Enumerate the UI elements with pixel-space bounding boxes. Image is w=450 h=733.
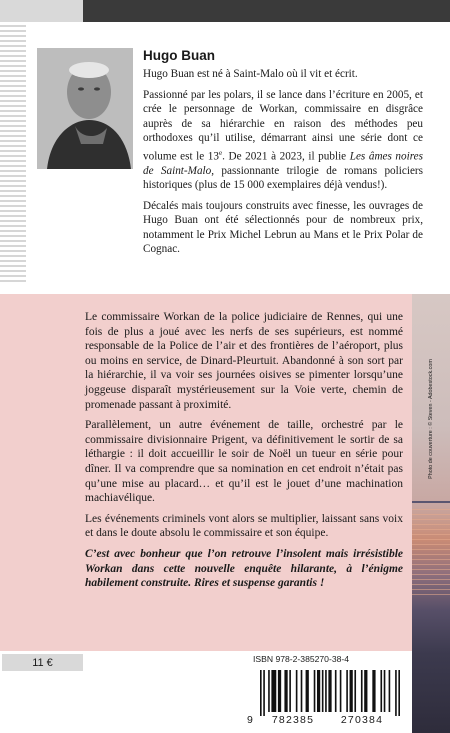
barcode-bars-icon	[260, 670, 400, 716]
water-reflection	[412, 509, 450, 599]
photo-credit: Photo de couverture : © Steven - Adobestock.com	[428, 359, 435, 479]
author-bio	[143, 67, 423, 263]
summary-tagline: C’est avec bonheur que l’on retrouve l’insolent mais irrésistible Workan dans cette nouvelle enquête hilarante, à l’énigme habilement construite. Rires et suspense garantis !	[85, 547, 403, 590]
author-portrait-icon	[37, 48, 133, 169]
bio-paragraph: Décalés mais toujours construits avec finesse, les ouvrages de Hugo Buan ont été sélectionnés pour de nombreux prix, notamment le Prix Michel Lebrun au Mans et le Prix Polar de Cognac.	[143, 199, 423, 256]
bio-paragraph: Hugo Buan est né à Saint-Malo où il vit et écrit.	[143, 68, 358, 80]
decorative-stripes	[0, 22, 26, 284]
summary-paragraph: Le commissaire Workan de la police judiciaire de Rennes, qui une fois de plus a joué avec les nerfs de ses supérieurs, est nommé responsable de la Police de l’air et des frontières de l’aéroport, plus ou moins en service, de Dinard-Pleurtuit. Abandonné à son sort par la hiérarchie, il va voir ses journées oisives se pimenter lorsqu’une joggeuse disparaît mystérieusement sur la Voie verte, chemin de promenade passant à proximité.	[85, 311, 403, 411]
summary-paragraph: Parallèlement, un autre événement de taille, orchestré par le commissaire divisionnaire Prigent, va définitivement le sortir de sa léthargie : il doit accueillir le soir de Noël un tueur en série pour dîner. Il va comprendre que sa nomination en cet endroit n’était pas qu’une mise au placard… et qu’il est le jouet d’une machination machiavélique.	[85, 419, 403, 505]
bio-paragraph: Passionné par les polars, il se lance dans l’écriture en 2005, et crée le personnage de Workan, commissaire en disgrâce auprès de sa hiérarchie en raison des méthodes peu orthodoxes qu’il utilise, démarrant ainsi une série dont ce volume est le 13e. De 2021 à 2023, il publie Les âmes noires de Saint-Malo, passionnante trilogie de romans policiers historiques (plus de 15 000 exemplaires déjà vendus!).	[143, 88, 423, 192]
barcode-group-1: 782385	[271, 714, 315, 726]
superscript: e	[219, 148, 223, 157]
top-band-gray	[0, 0, 83, 22]
isbn-number: ISBN 978-2-385270-38-4	[253, 654, 350, 664]
summary-paragraph: Les événements criminels vont alors se multiplier, laissant sans voix et dans le doute absolu le commissaire et son équipe.	[85, 512, 403, 540]
book-title: Les âmes noires de Saint-Malo	[143, 150, 423, 177]
top-band-dark	[83, 0, 450, 22]
price-label: 11 €	[2, 654, 83, 671]
barcode-lead-digit: 9	[247, 714, 253, 726]
author-name: Hugo Buan	[143, 48, 215, 63]
barcode-digits	[247, 714, 407, 726]
author-photo	[37, 48, 133, 169]
book-summary	[85, 310, 403, 597]
barcode	[247, 668, 407, 728]
barcode-group-2: 270384	[340, 714, 384, 726]
